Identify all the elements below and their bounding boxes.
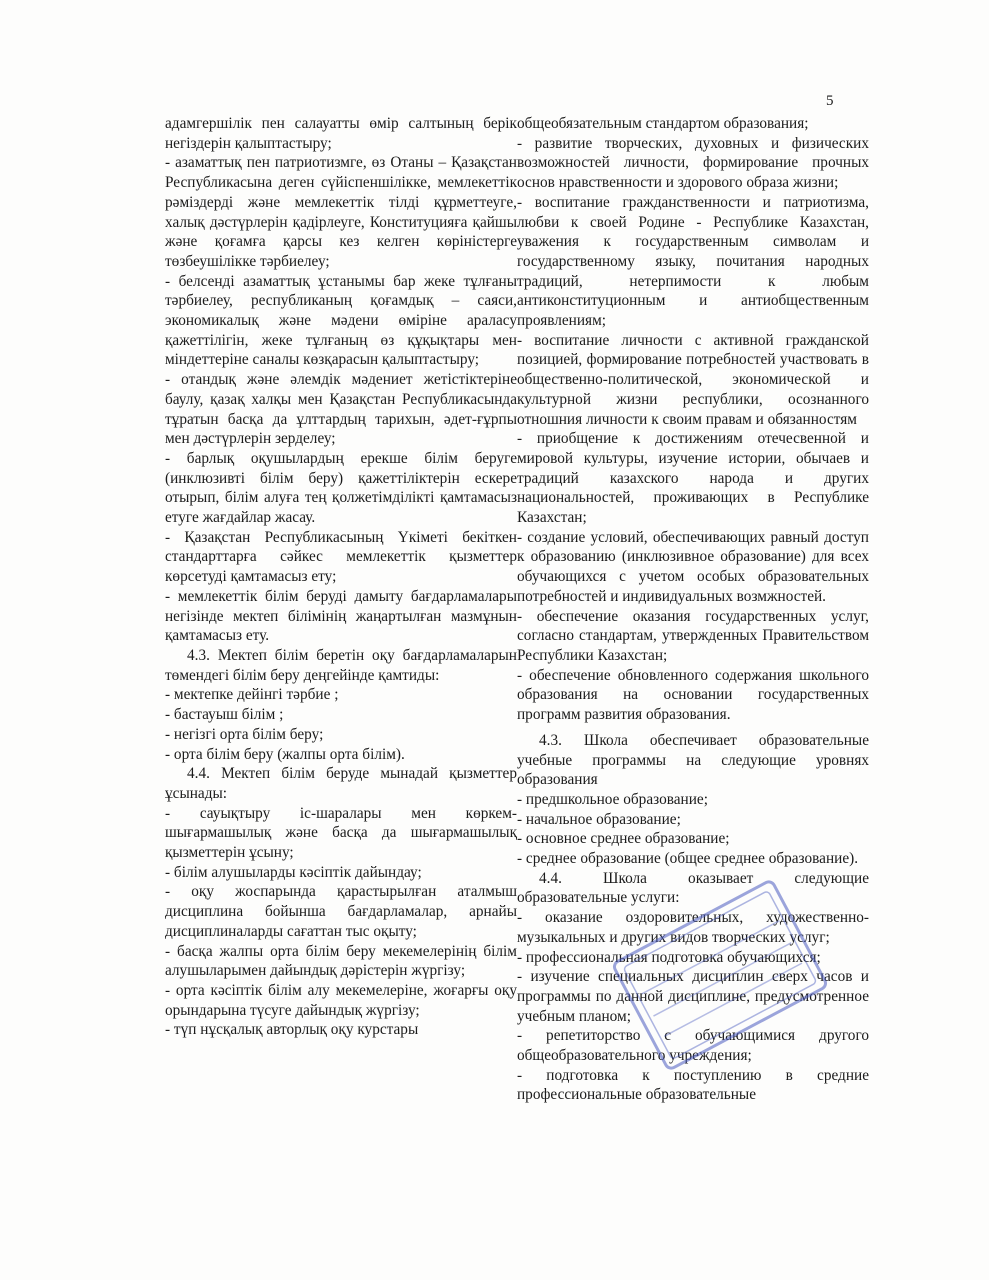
list-item: - приобщение к достижениям отечесвенной и мировой культуры, изучение истории, обычаев и традиций казахского народа и других национальностей, проживающих в Республике Казахстан; — [517, 430, 869, 527]
list-item: - изучение специальных дисциплин сверх часов и программы по данной дисциплине, предусмотренное учебным планом; — [517, 968, 869, 1025]
kazakh-text-column — [165, 114, 517, 1040]
list-item: - оқу жоспарында қарастырылған аталмыш дисциплина бойынша бағдарламалар, арнайы дисциплиналарды сағаттан тыс оқыту; — [165, 883, 517, 940]
list-item: - среднее образование (общее среднее образование). — [517, 850, 859, 868]
list-item: - обеспечение обновленного содержания школьного образования на основании государственных программ развития образования. — [517, 666, 869, 724]
list-item: - начальное образование; — [517, 810, 681, 828]
list-item: - сауықтыру іс-шаралары мен көркем-шығармашылық және басқа да шығармашылық қызметтерін ұсыну; — [165, 804, 517, 862]
page-number: 5 — [826, 93, 834, 109]
russian-text-column — [517, 114, 869, 1105]
list-item: - отандық және әлемдік мәдениет жетістіктеріне баулу, қазақ халқы мен Қазақстан Республикасында тұратын басқа да ұлттардың тарихын, әдет-ғұрпы мен дәстүрлерін зерделеу; — [165, 371, 517, 448]
list-item: - барлық оқушылардың ерекше білім беруге (инклюзивті білім беру) қажеттіліктерін ескере отырып, білім алуға тең қолжетімділікті қамтамасыз етуге жағдайлар жасау. — [165, 449, 517, 527]
list-item: - оказание оздоровительных, художественно-музыкальных и других видов творческих услуг; — [517, 909, 869, 946]
list-item: - белсенді азаматтық ұстанымы бар жеке тұлғаны тәрбиелеу, республиканың қоғамдық – саяси, экономикалық және мәдени өміріне араласу қажеттілігін, жеке тұлғаның өз құқықтары мен міндеттеріне саналы көзқарасын қалыптастыру; — [165, 272, 517, 369]
list-item: - мемлекеттік білім беруді дамыту бағдарламалары негізінде мектеп білімінің жаңартылған мазмұнын қамтамасыз ету. — [165, 587, 517, 645]
list-item: - обеспечение оказания государственных услуг, согласно стандартам, утвержденных Правительством Республики Казахстан; — [517, 607, 869, 664]
section-heading: 4.4. Школа оказывает следующие образовательные услуги: — [517, 869, 869, 907]
list-item: - воспитание личности с активной гражданской позицией, формирование потребностей участвовать в общественно-политической, экономической и культурной жизни республики, осознанного отношния личности к своим правам и обязанностям — [517, 331, 869, 428]
list-item: - мектепке дейінгі тәрбие ; — [165, 686, 339, 704]
list-item: - репетиторство с обучающимися другого общеобразовательного учреждения; — [517, 1027, 869, 1065]
list-item: - профессиональная подготовка обучающихся; — [517, 948, 821, 966]
list-item: - азаматтық пен патриотизмге, өз Отаны – Қазақстан Республикасына деген сүйіспеншілікке, мемлекеттік рәміздерді және мемлекеттік тілді құрметтеуге, халық дәстүрлерін қадірлеуге, Конституцияға қайшы және қоғамға қарсы кез келген көріністерге төзбеушілікке тәрбиелеу; — [165, 154, 517, 270]
list-item: - орта кәсіптік білім алу мекемелеріне, жоғарғы оқу орындарына түсуге дайындық жүргізу; — [165, 981, 517, 1019]
list-item: - предшкольное образование; — [517, 790, 708, 808]
list-item: - түп нұсқалық авторлық оқу курстары — [165, 1021, 419, 1039]
list-item: - Қазақстан Республикасының Үкіметі бекіткен стандарттарға сәйкес мемлекеттік қызметтер көрсетуді қамтамасыз ету; — [165, 528, 517, 586]
section-heading: 4.4. Мектеп білім беруде мынадай қызметтер ұсынады: — [165, 765, 517, 802]
paragraph: адамгершілік пен салауатты өмір салтының берік негіздерін қалыптастыру; — [165, 115, 517, 152]
list-item: - развитие творческих, духовных и физических возможностей личности, формирование прочных основ нравственности и здорового образа жизни; — [517, 134, 869, 192]
section-heading: 4.3. Мектеп білім беретін оқу бағдарламаларын төмендегі білім беру деңгейінде қамтиды: — [165, 646, 517, 684]
list-item: - бастауыш білім ; — [165, 706, 284, 724]
list-item: - негізгі орта білім беру; — [165, 725, 324, 743]
list-item: - создание условий, обеспечивающих равный доступ к образованию (инклюзивное образование) для всех обучающихся с учетом особых образовательных потребностей и индивидуальных возмжностей. — [517, 528, 869, 605]
list-item: - воспитание гражданственности и патриотизма, любви к своей Родине - Республике Казахстан, уважения к государственным символам и государственному языку, почитания народных традиций, нетерпимости к любым антиконституционным и антиобщественным проявлениям; — [517, 193, 869, 330]
list-item: - подготовка к поступлению в средние профессиональные образовательные — [517, 1066, 869, 1104]
section-heading: 4.3. Школа обеспечивает образовательные учебные программы на следующие уровнях образования — [517, 731, 869, 789]
paragraph: общеобязательным стандартом образования; — [517, 115, 809, 132]
list-item: - орта білім беру (жалпы орта білім). — [165, 745, 405, 763]
list-item: - білім алушыларды кәсіптік дайындау; — [165, 863, 422, 881]
list-item: - басқа жалпы орта білім беру мекемелерінің білім алушыларымен дайындық дәрістерін жүргізу; — [165, 942, 517, 980]
list-item: - основное среднее образование; — [517, 830, 730, 848]
